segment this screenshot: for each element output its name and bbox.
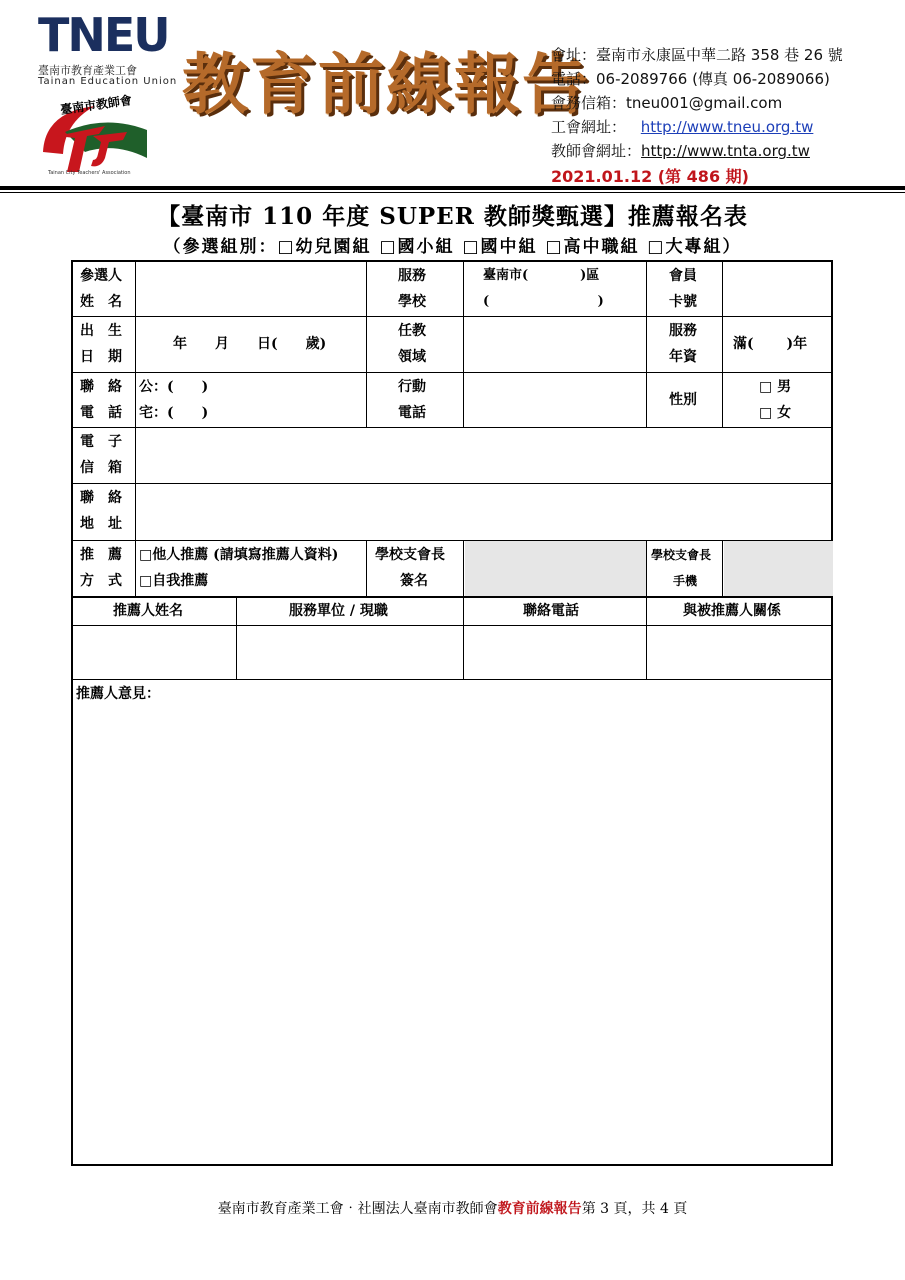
form-subtitle: （參選組別：□幼兒園組 □國小組 □國中組 □高中職組 □大專組） (163, 237, 742, 257)
tneu-logo: TNEU (38, 8, 169, 62)
row-divider (73, 427, 833, 428)
col-divider (463, 598, 464, 680)
col-divider (463, 262, 464, 428)
self-recommend-checkbox[interactable]: □自我推薦 (139, 573, 209, 589)
footer-brand: 教育前線報告 (497, 1201, 582, 1217)
label-candidate-name: 參選人 姓 名 (80, 268, 122, 310)
union-site-label: 工會網址： (551, 118, 627, 136)
address-text: 會址：臺南市永康區中華二路 358 巷 26 號 (551, 46, 843, 64)
issue-number: 2021.01.12 (第 486 期) (551, 167, 749, 186)
recommend-method-options[interactable] (139, 542, 338, 594)
header-contact-phone: 聯絡電話 (523, 603, 579, 619)
label-address: 聯 絡 地 址 (80, 490, 122, 532)
assoc-site (551, 140, 810, 161)
label-mobile: 行動 電話 (398, 379, 426, 421)
tnta-logo-en: Tainan City Teachers' Association (48, 170, 131, 176)
label-branch-head-mobile: 學校支會長 手機 (651, 548, 712, 588)
col-divider (646, 598, 647, 680)
col-divider (366, 262, 367, 428)
col-divider (463, 540, 464, 596)
col-divider (722, 540, 723, 596)
col-divider (646, 262, 647, 428)
contact-phone-field[interactable]: 公：( ) 宅：( ) (139, 379, 209, 421)
application-form (71, 260, 833, 1166)
header-work-unit: 服務單位 / 現職 (289, 603, 388, 619)
recommend-by-others-checkbox[interactable]: □他人推薦 (請填寫推薦人資料) (139, 547, 339, 563)
col-divider (366, 540, 367, 596)
col-divider (722, 262, 723, 428)
sign-field-shade (465, 541, 647, 596)
footer-page: 第 3 頁，共 4 頁 (581, 1201, 688, 1217)
label-school: 服務 學校 (398, 268, 426, 310)
header-rule (0, 186, 905, 190)
col-divider (135, 262, 136, 596)
gender-male-checkbox[interactable]: □ 男 (759, 379, 792, 395)
row-divider (73, 372, 833, 373)
tnta-logo-cn: 臺南市教師會 (59, 93, 133, 117)
label-gender: 性別 (669, 392, 697, 408)
footer-org: 臺南市教育產業工會‧社團法人臺南市教師會 (217, 1201, 498, 1217)
row-divider (73, 483, 833, 484)
school-district-field[interactable]: 臺南市( )區 ( ) (483, 268, 604, 309)
union-site (551, 116, 813, 137)
label-recommend-method: 推 薦 方 式 (80, 547, 122, 589)
header-recommender-name: 推薦人姓名 (113, 603, 183, 619)
header-relationship: 與被推薦人關係 (683, 603, 781, 619)
row-divider (73, 316, 833, 317)
row-divider (73, 540, 833, 541)
header-rule-thin (0, 192, 905, 193)
gender-checkboxes[interactable] (759, 374, 791, 426)
col-divider (646, 540, 647, 596)
union-site-link[interactable]: http://www.tneu.org.tw (640, 118, 814, 136)
assoc-site-link[interactable]: http://www.tnta.org.tw (641, 142, 810, 160)
gender-female-checkbox[interactable]: □ 女 (759, 405, 792, 421)
row-divider (73, 625, 833, 626)
label-member-card: 會員 卡號 (669, 268, 697, 310)
label-email: 電 子 信 箱 (80, 434, 122, 476)
email-text: 會務信箱：tneu001@gmail.com (551, 94, 783, 112)
leader-mobile-shade (724, 541, 833, 596)
tneu-logo-en: Tainan Education Union (38, 76, 178, 87)
assoc-site-label: 教師會網址： (551, 142, 642, 160)
label-birth-date: 出 生 日 期 (80, 323, 122, 365)
label-recommender-opinion: 推薦人意見： (76, 686, 160, 702)
service-years-field[interactable]: 滿( )年 (733, 336, 808, 352)
label-contact-phone: 聯 絡 電 話 (80, 379, 122, 421)
phone-text: 電話：06-2089766 (傳真 06-2089066) (551, 70, 830, 88)
row-divider (73, 679, 833, 680)
banner-title: 教育前線報告 (182, 45, 590, 123)
form-title: 【臺南市 110 年度 SUPER 教師獎甄選】推薦報名表 (157, 203, 748, 230)
label-service-years: 服務 年資 (669, 323, 697, 365)
tneu-logo-cn: 臺南市教育產業工會 (38, 64, 137, 77)
birth-date-field[interactable]: 年 月 日( 歲) (173, 336, 327, 352)
label-branch-head-sign: 學校支會長 簽名 (375, 547, 445, 589)
col-divider (236, 598, 237, 680)
label-teaching-field: 任教 領域 (398, 323, 426, 365)
page-footer (0, 1198, 905, 1218)
